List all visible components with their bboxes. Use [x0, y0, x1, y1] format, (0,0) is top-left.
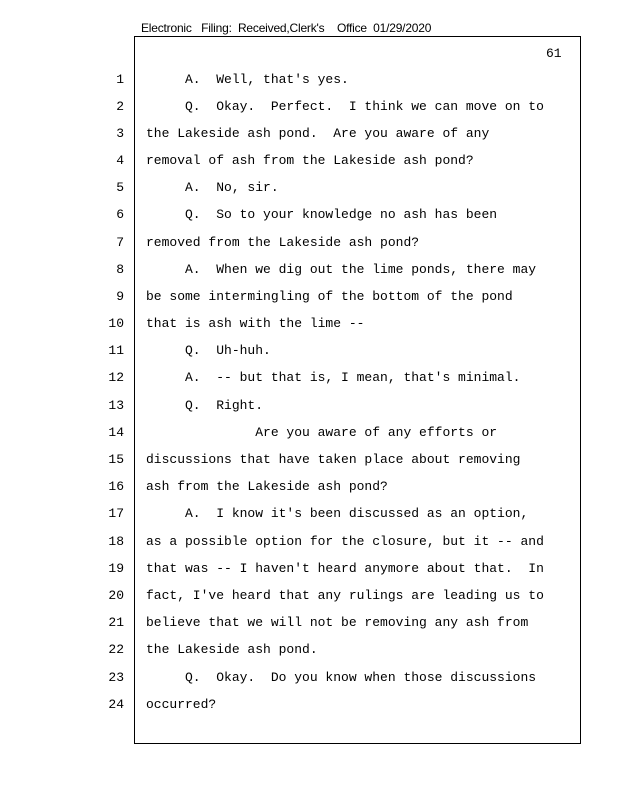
transcript-line: believe that we will not be removing any ash from: [146, 615, 529, 630]
transcript-line: Q. Okay. Perfect. I think we can move on to: [146, 99, 544, 114]
line-number: 3: [116, 126, 124, 141]
line-number: 10: [108, 316, 124, 331]
transcript-line: A. No, sir.: [146, 180, 279, 195]
transcript-line: fact, I've heard that any rulings are leading us to: [146, 588, 544, 603]
line-number: 19: [108, 561, 124, 576]
line-number: 5: [116, 180, 124, 195]
line-number: 7: [116, 235, 124, 250]
line-number: 21: [108, 615, 124, 630]
line-number: 9: [116, 289, 124, 304]
transcript-line: discussions that have taken place about removing: [146, 452, 521, 467]
line-number: 14: [108, 425, 124, 440]
line-number: 18: [108, 534, 124, 549]
transcript-page-frame: [134, 36, 581, 744]
page-number: 61: [546, 46, 562, 61]
transcript-line: Are you aware of any efforts or: [146, 425, 498, 440]
transcript-line: removal of ash from the Lakeside ash pond?: [146, 153, 474, 168]
line-number: 4: [116, 153, 124, 168]
line-number: 12: [108, 370, 124, 385]
transcript-line: Q. Right.: [146, 398, 264, 413]
line-number: 8: [116, 262, 124, 277]
transcript-line: that is ash with the lime --: [146, 316, 365, 331]
transcript-line: A. Well, that's yes.: [146, 72, 349, 87]
transcript-line: A. -- but that is, I mean, that's minimal.: [146, 370, 521, 385]
transcript-line: as a possible option for the closure, but it -- and: [146, 534, 544, 549]
transcript-line: A. I know it's been discussed as an option,: [146, 506, 529, 521]
transcript-line: be some intermingling of the bottom of the pond: [146, 289, 513, 304]
line-number: 2: [116, 99, 124, 114]
transcript-line: A. When we dig out the lime ponds, there may: [146, 262, 537, 277]
line-number: 17: [108, 506, 124, 521]
transcript-line: the Lakeside ash pond.: [146, 642, 318, 657]
filing-stamp-header: Electronic Filing: Received,Clerk's Office 01/29/2020: [141, 21, 432, 35]
transcript-line: occurred?: [146, 697, 217, 712]
line-number: 13: [108, 398, 124, 413]
transcript-line: Q. So to your knowledge no ash has been: [146, 207, 498, 222]
line-number: 22: [108, 642, 124, 657]
transcript-line: Q. Okay. Do you know when those discussions: [146, 670, 537, 685]
transcript-line: that was -- I haven't heard anymore about that. In: [146, 561, 544, 576]
line-number: 16: [108, 479, 124, 494]
line-number: 15: [108, 452, 124, 467]
line-number: 11: [108, 343, 124, 358]
line-number: 20: [108, 588, 124, 603]
transcript-line: Q. Uh-huh.: [146, 343, 271, 358]
line-number: 1: [116, 72, 124, 87]
line-number: 23: [108, 670, 124, 685]
transcript-line: the Lakeside ash pond. Are you aware of any: [146, 126, 490, 141]
transcript-line: removed from the Lakeside ash pond?: [146, 235, 420, 250]
transcript-line: ash from the Lakeside ash pond?: [146, 479, 388, 494]
line-number: 24: [108, 697, 124, 712]
line-number: 6: [116, 207, 124, 222]
